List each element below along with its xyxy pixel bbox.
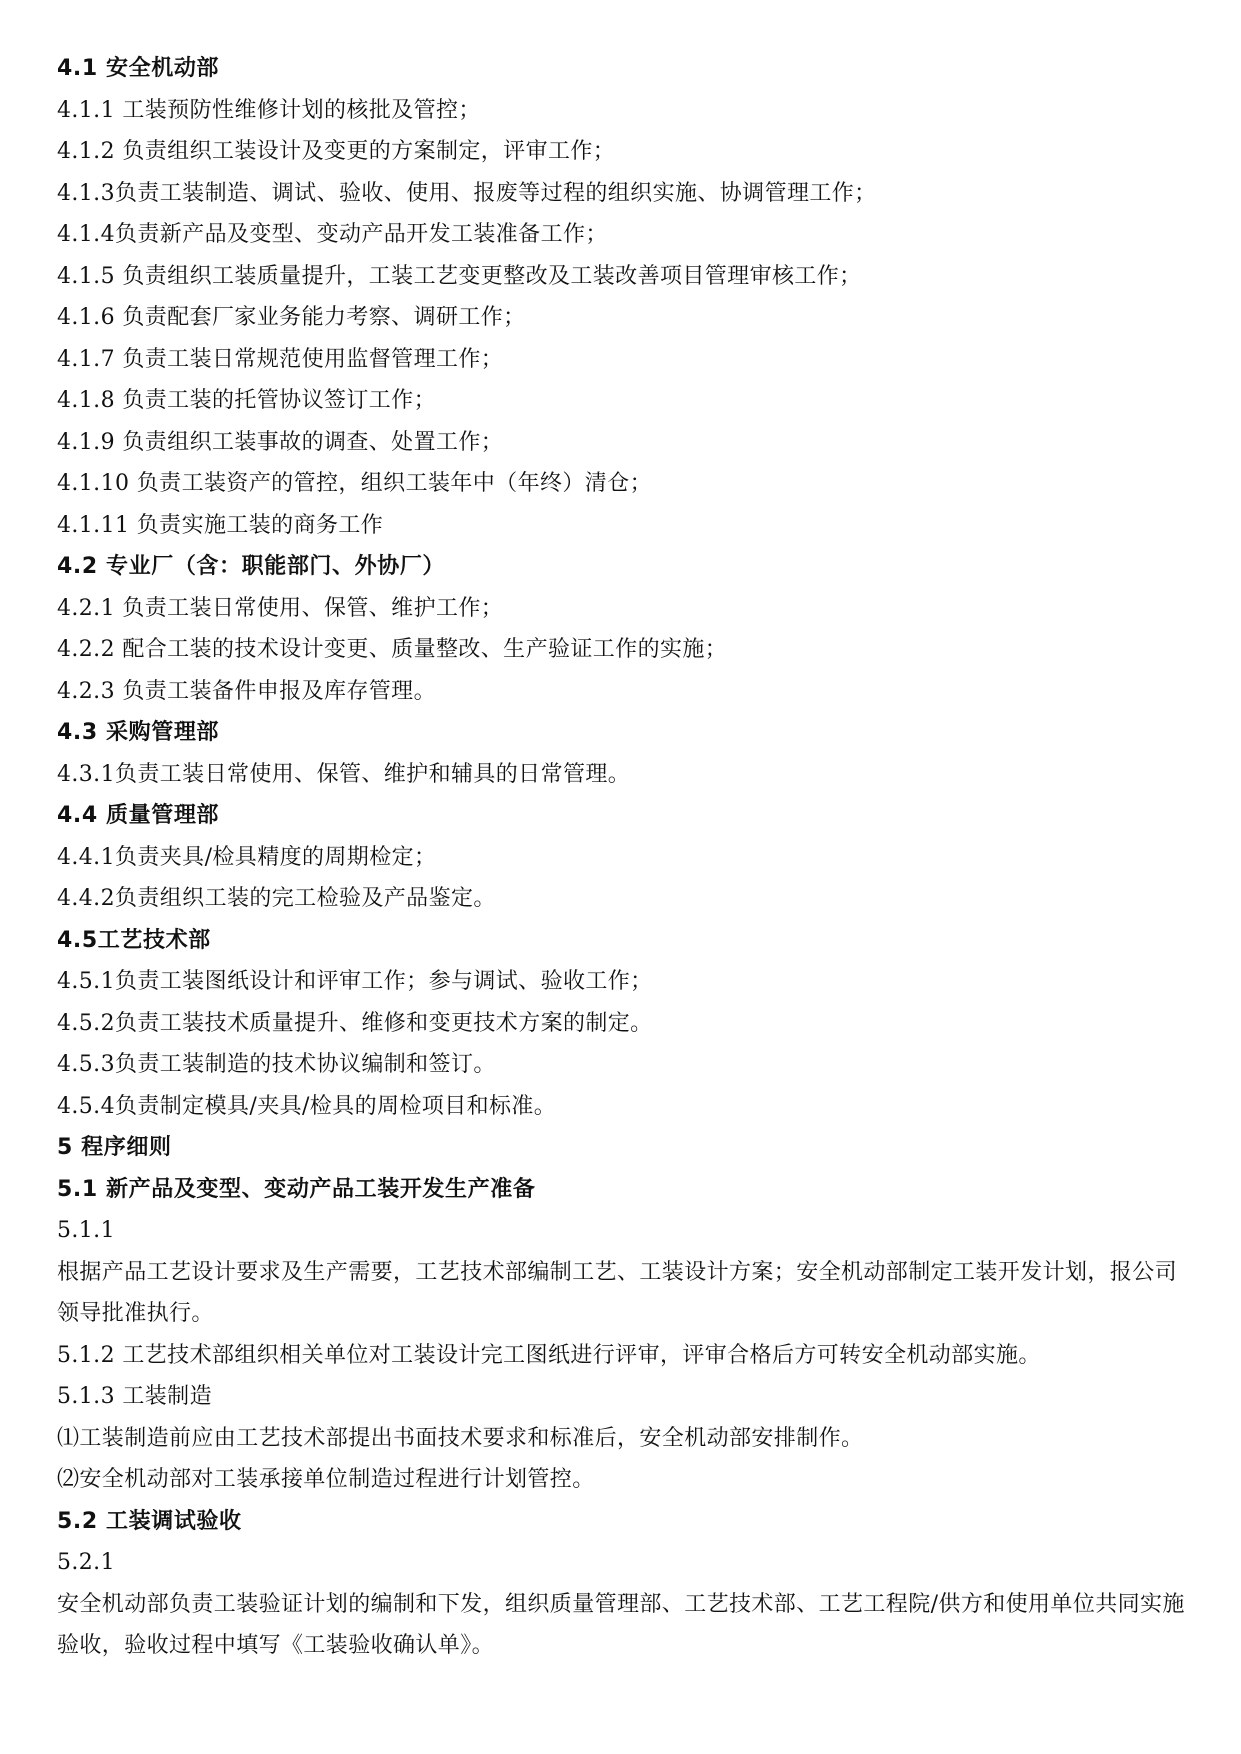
paragraph-line: 4.1.1 工装预防性维修计划的核批及管控； — [57, 97, 481, 123]
paragraph-line: 5.1.3 工装制造 — [57, 1384, 212, 1409]
paragraph-line: 4.3.1负责工装日常使用、保管、维护和辅具的日常管理。 — [57, 761, 631, 787]
paragraph-line: 安全机动部负责工装验证计划的编制和下发，组织质量管理部、工艺技术部、工艺工程院/供方和使用单位共同实施验收，验收过程中填写《工装验收确认单》。 — [57, 1591, 1185, 1658]
paragraph-line: ⑵安全机动部对工装承接单位制造过程进行计划管控。 — [57, 1467, 595, 1492]
paragraph-line: 4.2.2 配合工装的技术设计变更、质量整改、生产验证工作的实施； — [57, 637, 728, 662]
paragraph-line: 4.4.2负责组织工装的完工检验及产品鉴定。 — [57, 886, 496, 911]
document-body — [57, 48, 1197, 1667]
paragraph-line: 4.1.9 负责组织工装事故的调查、处置工作； — [57, 429, 504, 455]
paragraph-line: 4.1.2 负责组织工装设计及变更的方案制定，评审工作； — [57, 139, 616, 164]
paragraph-line: 4.1.6 负责配套厂家业务能力考察、调研工作； — [57, 305, 526, 330]
section-heading: 4.5工艺技术部 — [57, 927, 211, 953]
paragraph-line: 5.1.2 工艺技术部组织相关单位对工装设计完工图纸进行评审，评审合格后方可转安全机动部实施。 — [57, 1342, 1041, 1368]
paragraph-line: 4.1.5 负责组织工装质量提升，工装工艺变更整改及工装改善项目管理审核工作； — [57, 263, 862, 289]
section-heading: 4.3 采购管理部 — [57, 720, 220, 745]
paragraph-line: 4.5.2负责工装技术质量提升、维修和变更技术方案的制定。 — [57, 1010, 653, 1036]
section-heading: 5 程序细则 — [57, 1135, 172, 1160]
paragraph-line: 4.5.3负责工装制造的技术协议编制和签订。 — [57, 1052, 496, 1077]
paragraph-line: 4.1.11 负责实施工装的商务工作 — [57, 512, 384, 538]
paragraph-line: 4.1.3负责工装制造、调试、验收、使用、报废等过程的组织实施、协调管理工作； — [57, 180, 877, 206]
section-heading: 4.4 质量管理部 — [57, 803, 220, 828]
section-heading: 4.1 安全机动部 — [57, 56, 220, 81]
paragraph-line: 4.1.4负责新产品及变型、变动产品开发工装准备工作； — [57, 222, 608, 247]
paragraph-line: 4.1.7 负责工装日常规范使用监督管理工作； — [57, 346, 504, 372]
section-heading: 4.2 专业厂（含：职能部门、外协厂） — [57, 554, 446, 579]
paragraph-line: 4.4.1负责夹具/检具精度的周期检定； — [57, 844, 437, 870]
paragraph-line: 4.1.8 负责工装的托管协议签订工作； — [57, 388, 436, 413]
paragraph-line: 5.2.1 — [57, 1550, 115, 1575]
paragraph-line: 4.5.4负责制定模具/夹具/检具的周检项目和标准。 — [57, 1093, 557, 1119]
paragraph-line: 4.2.3 负责工装备件申报及库存管理。 — [57, 678, 436, 704]
paragraph-line: 4.5.1负责工装图纸设计和评审工作；参与调试、验收工作； — [57, 969, 653, 994]
paragraph-line: 根据产品工艺设计要求及生产需要，工艺技术部编制工艺、工装设计方案；安全机动部制定工装开发计划，报公司领导批准执行。 — [57, 1259, 1178, 1326]
paragraph-line: 5.1.1 — [57, 1218, 115, 1243]
paragraph-line: 4.2.1 负责工装日常使用、保管、维护工作； — [57, 595, 504, 621]
paragraph-line: 4.1.10 负责工装资产的管控，组织工装年中（年终）清仓； — [57, 471, 652, 496]
section-heading: 5.2 工装调试验收 — [57, 1508, 242, 1534]
paragraph-line: ⑴工装制造前应由工艺技术部提出书面技术要求和标准后，安全机动部安排制作。 — [57, 1425, 864, 1451]
section-heading: 5.1 新产品及变型、变动产品工装开发生产准备 — [57, 1176, 536, 1202]
